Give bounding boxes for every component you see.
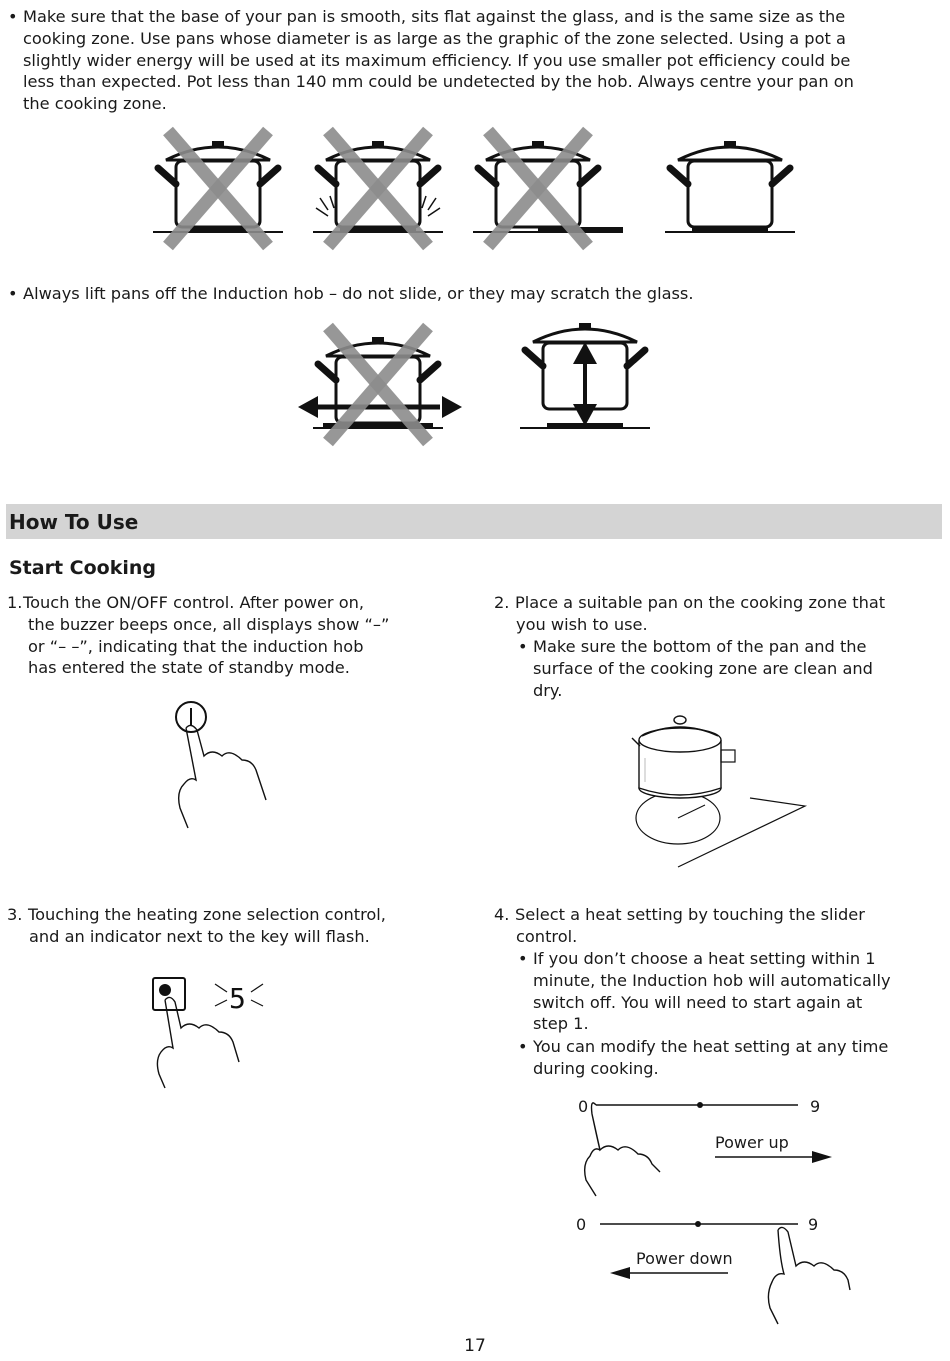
pot-slide-incorrect	[298, 327, 462, 442]
step-number: 3.	[7, 905, 23, 924]
slide-vs-lift-illustration	[0, 0, 950, 450]
bullet-line: minute, the Induction hob will automatically	[533, 970, 891, 990]
subsection-title: Start Cooking	[9, 557, 156, 579]
slider-power-up	[578, 1097, 832, 1196]
step-line: has entered the state of standby mode.	[28, 658, 350, 678]
on-off-touch-illustration	[160, 698, 280, 833]
step-line: control.	[516, 926, 578, 946]
intro-line: the cooking zone.	[23, 94, 167, 114]
section-header-bar	[6, 504, 942, 539]
bullet-line: switch off. You will need to start again at	[533, 992, 863, 1012]
bullet-line: step 1.	[533, 1014, 589, 1034]
bullet-line: If you don’t choose a heat setting within 1	[533, 949, 876, 968]
step-number: 4.	[494, 905, 510, 924]
bullet-marker: •	[8, 7, 18, 26]
slider-max-label: 9	[808, 1215, 819, 1234]
slider-min-label: 0	[576, 1215, 587, 1234]
slider-power-down	[576, 1215, 850, 1324]
slider-illustration	[560, 1090, 850, 1325]
step-line: Touch the ON/OFF control. After power on,	[23, 593, 365, 612]
finger-hand	[157, 997, 239, 1088]
slider-min-label: 0	[578, 1097, 589, 1116]
bullet-line: Make sure the bottom of the pan and the	[533, 637, 867, 656]
step-line: you wish to use.	[516, 614, 648, 634]
page-number: 17	[464, 1336, 486, 1356]
bullet-line: You can modify the heat setting at any time	[533, 1037, 889, 1056]
lift-note-text: Always lift pans off the Induction hob – do not slide, or they may scratch the glass.	[23, 284, 694, 303]
step-number: 1.	[7, 593, 23, 612]
power-up-label: Power up	[715, 1133, 789, 1152]
bullet-line: dry.	[533, 680, 563, 700]
power-down-label: Power down	[636, 1249, 733, 1268]
step-line: Select a heat setting by touching the slider	[515, 905, 865, 924]
zone-select-illustration	[145, 970, 275, 1090]
step-line: the buzzer beeps once, all displays show “–”	[28, 614, 390, 634]
intro-line: Make sure that the base of your pan is smooth, sits flat against the glass, and is the same size as the	[23, 7, 846, 26]
intro-line: less than expected. Pot less than 140 mm could be undetected by the hob. Always centre your pan on	[23, 72, 854, 92]
finger-hand	[768, 1227, 850, 1324]
zone-display-digit: 5	[229, 982, 246, 1015]
step-number: 2.	[494, 593, 510, 612]
intro-line: slightly wider energy will be used at its maximum efficiency. If you use smaller pot efficiency could be	[23, 50, 851, 70]
bullet-marker: •	[518, 1037, 528, 1056]
step-line: and an indicator next to the key will flash.	[29, 926, 370, 946]
bullet-marker: •	[518, 637, 528, 656]
step-line: Touching the heating zone selection control,	[28, 905, 386, 924]
bullet-line: surface of the cooking zone are clean and	[533, 658, 873, 678]
bullet-marker: •	[8, 284, 18, 303]
finger-hand	[179, 725, 266, 828]
intro-line: cooking zone. Use pans whose diameter is as large as the graphic of the zone selected. Using a pot a	[23, 28, 846, 48]
bullet-marker: •	[518, 949, 528, 968]
pot-on-hob-illustration	[620, 710, 810, 870]
finger-hand	[585, 1103, 660, 1196]
pot-lift-correct	[520, 323, 650, 428]
bullet-line: during cooking.	[533, 1058, 659, 1078]
step-line: Place a suitable pan on the cooking zone that	[515, 593, 886, 612]
section-title: How To Use	[9, 510, 139, 534]
slider-max-label: 9	[810, 1097, 821, 1116]
step-line: or “– –”, indicating that the induction hob	[28, 636, 364, 656]
